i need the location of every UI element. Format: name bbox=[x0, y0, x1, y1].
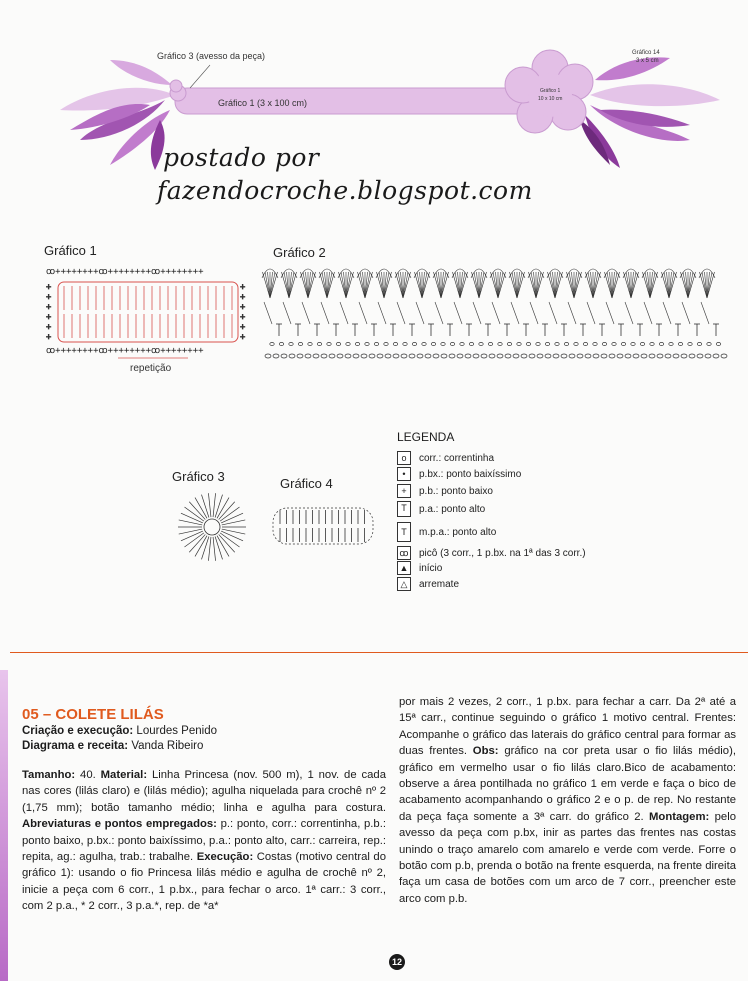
chain-mark bbox=[555, 342, 559, 345]
chain-mark bbox=[450, 342, 454, 345]
chain-mark bbox=[465, 354, 471, 358]
page-edge-strip bbox=[0, 670, 8, 981]
single-crochet-mark: + bbox=[46, 282, 52, 292]
chain-mark bbox=[593, 354, 599, 358]
chain-arc-mark bbox=[340, 302, 348, 324]
legend-title: LEGENDA bbox=[397, 430, 455, 444]
radial-stitch-mark bbox=[201, 495, 208, 518]
fan-stitch-mark bbox=[683, 272, 688, 298]
chain-mark bbox=[265, 354, 271, 358]
chain-mark bbox=[279, 342, 283, 345]
chain-arc-mark bbox=[302, 302, 310, 324]
radial-stitch-mark bbox=[213, 493, 216, 517]
chain-mark bbox=[577, 354, 583, 358]
chain-arc-mark bbox=[435, 302, 443, 324]
chain-mark bbox=[612, 342, 616, 345]
chain-mark bbox=[529, 354, 535, 358]
grafico3-title: Gráfico 3 bbox=[172, 469, 225, 484]
fan-stitch-mark bbox=[588, 272, 593, 298]
chain-mark bbox=[526, 342, 530, 345]
chain-mark bbox=[621, 342, 625, 345]
radial-stitch-mark bbox=[215, 495, 222, 518]
fan-stitch-mark bbox=[455, 272, 460, 298]
legend-item-pico: ꝏ picô (3 corr., 1 p.bx. na 1ª das 3 corr.) bbox=[397, 546, 586, 560]
fan-stitch-mark bbox=[379, 272, 384, 298]
chain-mark bbox=[417, 354, 423, 358]
fan-stitch-mark bbox=[384, 272, 389, 298]
chain-mark bbox=[697, 354, 703, 358]
article-column-1: Tamanho: 40. Material: Linha Princesa (nov. 500 m), 1 nov. de cada nas cores (lilás claro) e (lilás médio); agulha niquelada para crochê nº 2 (1,75 mm); botão tamanho médio; linha e agulha para costura. Abreviaturas e pontos empregados: p.: ponto, corr.: correntinha, p.b.: ponto baixo, p.bx.: ponto baixíssimo, p.a.: ponto alto, carr.: carreira, rep.: repita, ag.: agulha, trab.: trabalhe. Execução: Costas (motivo central do gráfico 1): usando o fio Princesa lilás médio e agulha de crochê nº 2, inicie a peça com 6 corr., 1 p.bx., para fechar o arco. 1ª carr.: 3 corr., com 2 p.a., * 2 corr., 3 p.a.*, rep. de *a* bbox=[22, 769, 387, 913]
fan-stitch-mark bbox=[341, 272, 346, 298]
chain-mark bbox=[553, 354, 559, 358]
single-crochet-mark: + bbox=[46, 292, 52, 302]
legend-item-ponto-baixissimo: • p.bx.: ponto baixíssimo bbox=[397, 467, 521, 481]
fan-stitch-mark bbox=[398, 272, 403, 298]
chain-mark bbox=[583, 342, 587, 345]
legend bbox=[397, 430, 617, 600]
chain-mark bbox=[422, 342, 426, 345]
chain-mark bbox=[705, 354, 711, 358]
chain-arc-mark bbox=[473, 302, 481, 324]
chain-arc-mark bbox=[663, 302, 671, 324]
fan-stitch-mark bbox=[308, 272, 313, 298]
chain-arc-mark bbox=[264, 302, 272, 324]
chain-arc-mark bbox=[682, 302, 690, 324]
chain-mark bbox=[469, 342, 473, 345]
watermark-line1: postado por bbox=[163, 143, 320, 172]
flower-size: 10 x 10 cm bbox=[538, 96, 563, 102]
fan-stitch-mark bbox=[403, 272, 408, 298]
radial-stitch-mark bbox=[222, 529, 245, 534]
chain-mark bbox=[433, 354, 439, 358]
chain-mark bbox=[659, 342, 663, 345]
single-crochet-mark: + bbox=[46, 302, 52, 312]
chain-mark bbox=[313, 354, 319, 358]
fan-stitch-mark bbox=[284, 272, 289, 298]
fan-stitch-mark bbox=[365, 272, 370, 298]
radial-stitch-mark bbox=[201, 537, 208, 560]
chain-mark bbox=[481, 354, 487, 358]
chain-mark bbox=[507, 342, 511, 345]
grafico2-title: Gráfico 2 bbox=[273, 245, 326, 260]
chain-mark bbox=[689, 354, 695, 358]
chain-arc-mark bbox=[321, 302, 329, 324]
chain-mark bbox=[688, 342, 692, 345]
chain-mark bbox=[329, 354, 335, 358]
chain-mark bbox=[317, 342, 321, 345]
fan-stitch-mark bbox=[517, 272, 522, 298]
chain-mark bbox=[473, 354, 479, 358]
grafico3-diagram bbox=[175, 490, 250, 565]
chain-arc-mark bbox=[416, 302, 424, 324]
single-crochet-mark: + bbox=[240, 332, 246, 342]
chain-mark bbox=[537, 354, 543, 358]
chain-mark bbox=[561, 354, 567, 358]
legend-item-arremate: △ arremate bbox=[397, 577, 459, 591]
fan-stitch-mark bbox=[460, 272, 465, 298]
chain-mark bbox=[308, 342, 312, 345]
chain-arc-mark bbox=[454, 302, 462, 324]
chain-mark bbox=[633, 354, 639, 358]
fan-stitch-mark bbox=[669, 272, 674, 298]
fan-stitch-mark bbox=[436, 272, 441, 298]
fan-stitch-mark bbox=[688, 272, 693, 298]
radial-stitch-mark bbox=[213, 537, 216, 561]
fan-stitch-mark bbox=[631, 272, 636, 298]
chain-arc-mark bbox=[283, 302, 291, 324]
fan-stitch-mark bbox=[270, 272, 275, 298]
chain-mark bbox=[498, 342, 502, 345]
chain-mark bbox=[650, 342, 654, 345]
single-crochet-mark: + bbox=[240, 282, 246, 292]
chain-arc-mark bbox=[568, 302, 576, 324]
chain-mark bbox=[479, 342, 483, 345]
chain-mark bbox=[625, 354, 631, 358]
chain-mark bbox=[602, 342, 606, 345]
chain-mark bbox=[489, 354, 495, 358]
chain-mark bbox=[601, 354, 607, 358]
chain-mark bbox=[270, 342, 274, 345]
chain-mark bbox=[425, 354, 431, 358]
chain-arc-mark bbox=[359, 302, 367, 324]
chain-mark bbox=[441, 342, 445, 345]
fan-stitch-mark bbox=[360, 272, 365, 298]
chain-mark bbox=[361, 354, 367, 358]
chain-mark bbox=[657, 354, 663, 358]
chain-mark bbox=[593, 342, 597, 345]
fan-stitch-mark bbox=[550, 272, 555, 298]
chain-mark bbox=[545, 342, 549, 345]
radial-stitch-mark bbox=[208, 537, 211, 561]
chain-mark bbox=[517, 342, 521, 345]
fan-stitch-mark bbox=[702, 272, 707, 298]
label-grafico14-size: 3 x 5 cm bbox=[636, 58, 659, 64]
credit-diagram: Diagrama e receita: Vanda Ribeiro bbox=[22, 740, 204, 752]
grafico2-diagram bbox=[258, 262, 728, 362]
chain-mark bbox=[353, 354, 359, 358]
chain-mark bbox=[641, 354, 647, 358]
page-number: 12 bbox=[389, 954, 405, 970]
chain-mark bbox=[355, 342, 359, 345]
chain-mark bbox=[631, 342, 635, 345]
chain-mark bbox=[273, 354, 279, 358]
fan-stitch-mark bbox=[303, 272, 308, 298]
single-crochet-mark: + bbox=[46, 322, 52, 332]
chain-mark bbox=[385, 354, 391, 358]
slip-stitch-icon: • bbox=[397, 467, 411, 481]
grafico1-title: Gráfico 1 bbox=[44, 243, 97, 258]
chain-mark bbox=[281, 354, 287, 358]
chain-mark bbox=[369, 354, 375, 358]
chain-mark bbox=[365, 342, 369, 345]
article-column-2: por mais 2 vezes, 2 corr., 1 p.bx. para fechar a carr. Da 2ª até a 15ª carr., continue seguindo o gráfico 1 motivo central. Frentes: Acompanhe o gráfico das laterais do gráfico central para formar as duas frentes. Obs: gráfico na cor preta usar o fio lilás médio), gráfico em vermelho usar o fio lilás claro.Bico de acabamento: observe a área pontilhada no gráfico 1 em verde e faça o bico de acabamento acompanhando o gráfico 2 e o p. de rep. No restante da peça faça somente a 3ª carr. do gráfico 2. Montagem: pelo avesso da peça com p.bx, inir as partes das frentes nas costas unindo o traço amarelo com amarelo e verde com verde. Forre o botão com p.b, prenda o botão na frente esquerda, na frente direita faça um casa de botões com um arco de 7 corr., preencher este arco com p.b. bbox=[399, 696, 736, 905]
picot-icon: ꝏ bbox=[397, 546, 411, 560]
chain-arc-mark bbox=[397, 302, 405, 324]
legend-item-ponto-baixo: + p.b.: ponto baixo bbox=[397, 484, 493, 498]
chain-mark bbox=[536, 342, 540, 345]
left-leaves-decoration bbox=[60, 60, 175, 170]
fan-stitch-mark bbox=[322, 272, 327, 298]
fan-stitch-mark bbox=[512, 272, 517, 298]
chain-mark bbox=[289, 342, 293, 345]
chain-mark bbox=[457, 354, 463, 358]
fan-stitch-mark bbox=[707, 272, 712, 298]
chain-mark bbox=[617, 354, 623, 358]
chain-mark bbox=[336, 342, 340, 345]
chain-mark bbox=[488, 342, 492, 345]
credit-creation: Criação e execução: Lourdes Penido bbox=[22, 725, 217, 737]
chain-mark bbox=[377, 354, 383, 358]
chain-mark bbox=[721, 354, 727, 358]
chain-arc-mark bbox=[378, 302, 386, 324]
finish-icon: △ bbox=[397, 577, 411, 591]
legend-item-correntinha: o corr.: correntinha bbox=[397, 451, 494, 465]
fan-stitch-mark bbox=[265, 272, 270, 298]
chain-mark bbox=[298, 342, 302, 345]
chain-mark bbox=[412, 342, 416, 345]
radial-stitch-mark bbox=[179, 520, 202, 525]
chain-mark bbox=[449, 354, 455, 358]
svg-text:ꝏ++++++++ꝏ++++++++ꝏ++++++++: ꝏ++++++++ꝏ++++++++ꝏ++++++++ bbox=[46, 346, 204, 356]
label-grafico3-top: Gráfico 3 (avesso da peça) bbox=[157, 51, 266, 61]
chain-mark bbox=[505, 354, 511, 358]
grafico1-diagram bbox=[40, 260, 250, 370]
fan-stitch-mark bbox=[555, 272, 560, 298]
section-divider bbox=[10, 652, 748, 653]
chain-mark bbox=[564, 342, 568, 345]
fan-stitch-mark bbox=[536, 272, 541, 298]
chain-arc-mark bbox=[492, 302, 500, 324]
chain-arc-mark bbox=[549, 302, 557, 324]
single-crochet-icon: + bbox=[397, 484, 411, 498]
fan-stitch-mark bbox=[422, 272, 427, 298]
chain-mark bbox=[673, 354, 679, 358]
chain-mark bbox=[609, 354, 615, 358]
radial-stitch-mark bbox=[215, 537, 222, 560]
fan-stitch-mark bbox=[289, 272, 294, 298]
fan-stitch-mark bbox=[574, 272, 579, 298]
grafico4-diagram bbox=[258, 492, 388, 552]
chain-mark bbox=[403, 342, 407, 345]
chain-mark bbox=[585, 354, 591, 358]
svg-text:ꝏ++++++++ꝏ++++++++ꝏ++++++++: ꝏ++++++++ꝏ++++++++ꝏ++++++++ bbox=[46, 267, 204, 277]
fan-stitch-mark bbox=[593, 272, 598, 298]
start-icon: ▲ bbox=[397, 561, 411, 575]
fan-stitch-mark bbox=[650, 272, 655, 298]
chain-mark bbox=[374, 342, 378, 345]
legend-item-inicio: ▲ início bbox=[397, 561, 442, 575]
chain-mark bbox=[649, 354, 655, 358]
single-crochet-mark: + bbox=[240, 322, 246, 332]
label-grafico1-belt: Gráfico 1 (3 x 100 cm) bbox=[218, 98, 308, 108]
half-double-crochet-icon: T bbox=[397, 522, 411, 542]
chain-mark bbox=[513, 354, 519, 358]
single-crochet-mark: + bbox=[46, 332, 52, 342]
belt-end-motif bbox=[170, 80, 186, 101]
chain-mark bbox=[345, 354, 351, 358]
fan-stitch-mark bbox=[327, 272, 332, 298]
chain-mark bbox=[574, 342, 578, 345]
chain-mark bbox=[289, 354, 295, 358]
chain-mark bbox=[337, 354, 343, 358]
chain-mark bbox=[321, 354, 327, 358]
belt-illustration bbox=[0, 0, 748, 170]
chain-mark bbox=[545, 354, 551, 358]
repeticao-label: repetição bbox=[130, 363, 172, 374]
label-grafico14: Gráfico 14 bbox=[632, 50, 660, 56]
chain-mark bbox=[327, 342, 331, 345]
chain-mark bbox=[297, 354, 303, 358]
grafico4-title: Gráfico 4 bbox=[280, 476, 333, 491]
chain-mark bbox=[401, 354, 407, 358]
chain-arc-mark bbox=[511, 302, 519, 324]
chain-mark bbox=[384, 342, 388, 345]
chain-arc-mark bbox=[701, 302, 709, 324]
chain-mark bbox=[521, 354, 527, 358]
fan-stitch-mark bbox=[493, 272, 498, 298]
chain-mark bbox=[393, 354, 399, 358]
chain-mark bbox=[569, 354, 575, 358]
chain-mark bbox=[460, 342, 464, 345]
chain-mark bbox=[669, 342, 673, 345]
chain-mark bbox=[441, 354, 447, 358]
radial-stitch-mark bbox=[208, 493, 211, 517]
fan-stitch-mark bbox=[479, 272, 484, 298]
flower-label: Gráfico 1 bbox=[540, 88, 561, 94]
chain-mark bbox=[497, 354, 503, 358]
chain-mark bbox=[697, 342, 701, 345]
chain-arc-mark bbox=[644, 302, 652, 324]
chain-arc-mark bbox=[625, 302, 633, 324]
fan-stitch-mark bbox=[645, 272, 650, 298]
chain-mark bbox=[713, 354, 719, 358]
chain-icon: o bbox=[397, 451, 411, 465]
single-crochet-mark: + bbox=[240, 312, 246, 322]
fan-stitch-mark bbox=[346, 272, 351, 298]
chain-mark bbox=[681, 354, 687, 358]
watermark-line2: fazendocroche.blogspot.com bbox=[157, 176, 533, 205]
radial-stitch-mark bbox=[179, 529, 202, 534]
chain-arc-mark bbox=[587, 302, 595, 324]
chain-mark bbox=[716, 342, 720, 345]
fan-stitch-mark bbox=[417, 272, 422, 298]
chain-mark bbox=[707, 342, 711, 345]
chain-mark bbox=[409, 354, 415, 358]
radial-stitch-mark bbox=[222, 520, 245, 525]
chain-mark bbox=[678, 342, 682, 345]
chain-mark bbox=[346, 342, 350, 345]
legend-item-ponto-alto: T p.a.: ponto alto bbox=[397, 501, 485, 517]
single-crochet-mark: + bbox=[240, 292, 246, 302]
fan-stitch-mark bbox=[607, 272, 612, 298]
chain-arc-mark bbox=[606, 302, 614, 324]
fan-stitch-mark bbox=[441, 272, 446, 298]
chain-mark bbox=[393, 342, 397, 345]
fan-stitch-mark bbox=[626, 272, 631, 298]
chain-mark bbox=[305, 354, 311, 358]
single-crochet-mark: + bbox=[46, 312, 52, 322]
fan-stitch-mark bbox=[612, 272, 617, 298]
chain-arc-mark bbox=[530, 302, 538, 324]
chain-mark bbox=[665, 354, 671, 358]
fan-stitch-mark bbox=[569, 272, 574, 298]
single-crochet-mark: + bbox=[240, 302, 246, 312]
legend-item-medio-ponto-alto: T m.p.a.: ponto alto bbox=[397, 522, 496, 542]
right-leaves-decoration bbox=[580, 57, 720, 168]
article-title: 05 – COLETE LILÁS bbox=[22, 706, 164, 723]
fan-stitch-mark bbox=[474, 272, 479, 298]
double-crochet-icon: T bbox=[397, 501, 411, 517]
chain-mark bbox=[431, 342, 435, 345]
fan-stitch-mark bbox=[498, 272, 503, 298]
fan-stitch-mark bbox=[531, 272, 536, 298]
chain-mark bbox=[640, 342, 644, 345]
fan-stitch-mark bbox=[664, 272, 669, 298]
